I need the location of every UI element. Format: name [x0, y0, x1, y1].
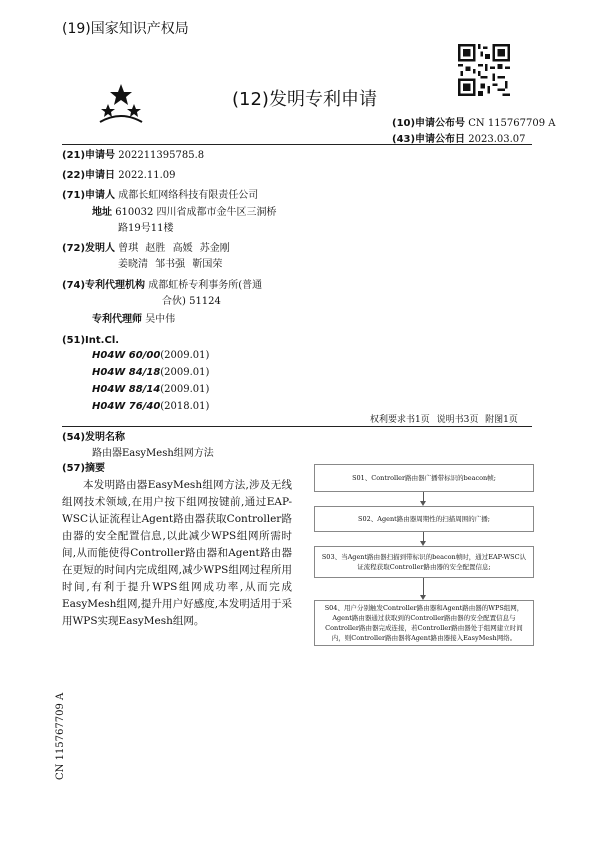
biblio-divider — [62, 426, 532, 427]
agency-line-1: 成都虹桥专利事务所(普通 — [148, 280, 263, 291]
qr-code-icon — [458, 44, 510, 96]
int-cl-label: (51)Int.Cl. — [62, 335, 120, 346]
flowchart-step-s03: S03、当Agent路由器扫描到带标识的beacon帧时，通过EAP-WSC认证流程获取Controller路由器的安全配置信息; — [314, 546, 534, 578]
ipc-entry: H04W 84/18(2009.01) — [92, 367, 210, 378]
publication-number-value: CN 115767709 A — [468, 118, 556, 129]
application-number-field — [62, 148, 204, 164]
application-date-value: 2022.11.09 — [118, 170, 176, 181]
page-counts: 权利要求书1页 说明书3页 附图1页 — [370, 415, 518, 425]
document-type-title: (12)发明专利申请 — [232, 89, 377, 110]
agent-value: 吴中伟 — [145, 314, 176, 325]
agency-field — [62, 278, 262, 310]
address-line-2: 路19号11楼 — [118, 223, 174, 234]
inventors-label: (72)发明人 — [62, 243, 116, 254]
address-line-1: 610032 四川省成都市金牛区三洞桥 — [115, 207, 277, 218]
flowchart-step-s04: S04、用户分别触发Controller路由器和Agent路由器的WPS组网，Agent路由器通过获取到的Controller路由器的安全配置信息与Controller路由器完成连接，若Controller路由器处于组网建立时间内，则Controller路由器将Agent路由器接入EasyMesh网络。 — [314, 600, 534, 646]
int-cl-field — [62, 333, 119, 349]
agent-label: 专利代理师 — [92, 314, 142, 325]
publication-number-label: (10)申请公布号 — [392, 118, 466, 129]
publication-date-value: 2023.03.07 — [468, 134, 526, 145]
agency-line-2: 合伙) 51124 — [162, 296, 221, 307]
flow-arrow — [423, 578, 424, 596]
publication-date-field — [392, 130, 526, 145]
abstract-text: 本发明路由器EasyMesh组网方法,涉及无线组网技术领域,在用户按下组网按键前,通过EAP-WSC认证流程让Agent路由器获取Controller路由器的安全配置信息,以此减少WPS组网所需时间,从而能使得Controller路由器和Agent路由器在更短的时间内完成组网,减少WPS组网过程所用时间,有利于提升WPS组网成功率,从而完成EasyMesh组网,提升用户好感度,本发明适用于采用WPS实现EasyMesh组网。 — [62, 479, 292, 627]
invention-title-label: (54)发明名称 — [62, 432, 126, 443]
application-date-label: (22)申请日 — [62, 170, 116, 181]
inventors-line-1: 曾琪 赵胜 高媛 苏金刚 — [118, 243, 230, 254]
application-number-label: (21)申请号 — [62, 150, 116, 161]
ipc-entry: H04W 88/14(2009.01) — [92, 384, 210, 395]
cnipa-logo-icon — [96, 82, 146, 124]
applicant-label: (71)申请人 — [62, 190, 116, 201]
address-field — [92, 205, 277, 237]
publication-date-label: (43)申请公布日 — [392, 134, 466, 145]
application-date-field — [62, 168, 176, 184]
applicant-field — [62, 188, 258, 204]
header-divider — [62, 144, 532, 145]
inventors-field — [62, 241, 230, 273]
publication-number-field — [392, 114, 556, 129]
flowchart-step-s01: S01、Controller路由器广播带标识的beacon帧; — [314, 464, 534, 492]
ipc-entry: H04W 76/40(2018.01) — [92, 401, 210, 412]
flowchart-step-s02: S02、Agent路由器周期性的扫描周围的广播; — [314, 506, 534, 532]
applicant-value: 成都长虹网络科技有限责任公司 — [118, 190, 259, 201]
inventors-line-2: 姜晓清 邹书强 靳国荣 — [118, 259, 223, 270]
agent-field — [92, 312, 175, 328]
application-number-value: 202211395785.8 — [118, 150, 205, 161]
invention-title: 路由器EasyMesh组网方法 — [92, 448, 214, 459]
agency-label: (74)专利代理机构 — [62, 280, 146, 291]
ipc-entry: H04W 60/00(2009.01) — [92, 350, 210, 361]
abstract-label: (57)摘要 — [62, 463, 106, 474]
address-label: 地址 — [92, 207, 112, 218]
issuing-office: (19)国家知识产权局 — [62, 21, 189, 37]
